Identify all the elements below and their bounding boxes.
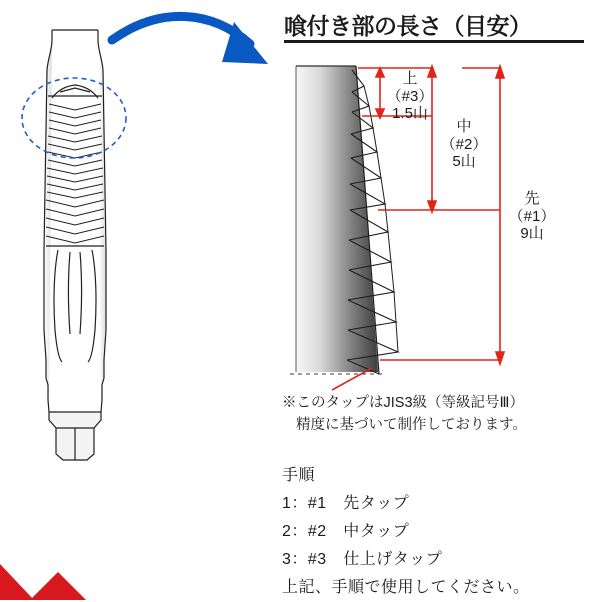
procedure-footer: 上記、手順で使用してください。 [282,579,530,596]
tap-drawing [44,30,106,460]
callout-arrow-icon [112,16,268,64]
procedure-item-2: 2：#2 中タップ [282,523,410,540]
accuracy-note-line1: ※このタップはJIS3級（等級記号Ⅲ） [282,395,525,411]
dimension-label-middle: 中 （#2） 5山 [440,118,488,171]
accuracy-note-line2: 精度に基づいて制作しております。 [296,417,527,434]
page-title: 喰付き部の長さ（目安） [284,13,532,39]
procedure-heading: 手順 [282,467,316,484]
procedure-item-1: 1：#1 先タップ [282,495,410,512]
procedure-block [282,462,530,602]
dimension-label-bottom: 先 （#1） 9山 [508,190,556,243]
accuracy-note [282,392,527,437]
red-corner-mark [0,530,140,600]
procedure-item-3: 3：#3 仕上げタップ [282,551,443,568]
dimension-label-top: 上 （#3） 1.5山 [386,70,434,123]
